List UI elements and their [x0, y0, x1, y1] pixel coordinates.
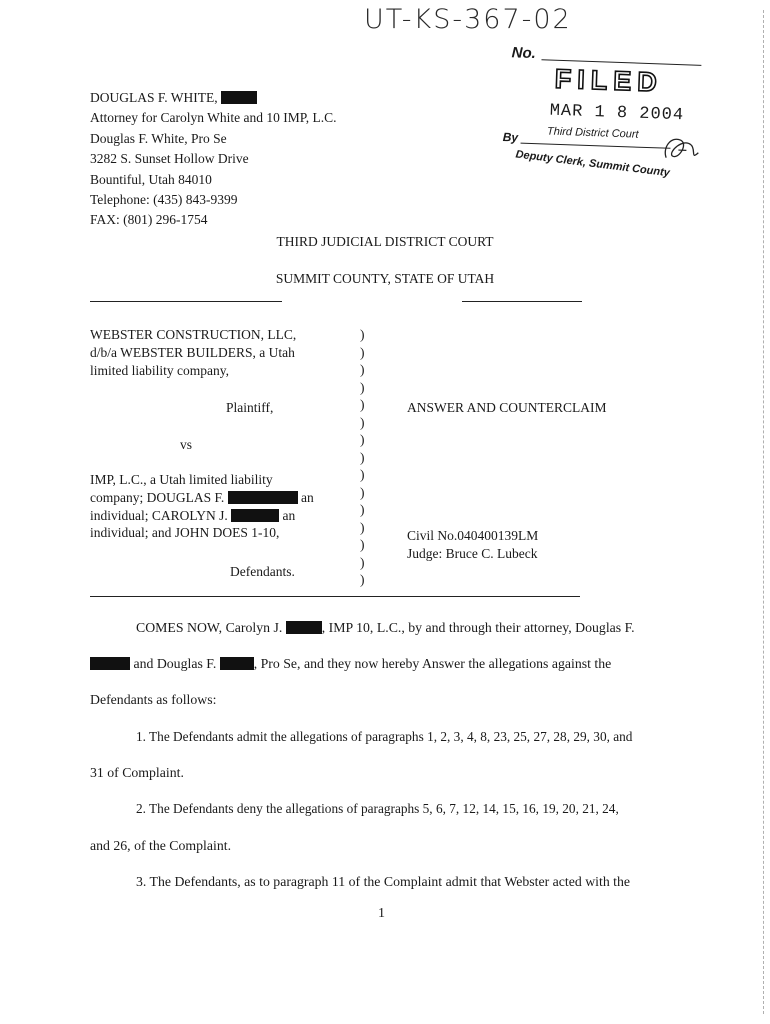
paren: ): [360, 432, 365, 447]
body-line: 1. The Defendants admit the allegations of paragraphs 1, 2, 3, 4, 8, 23, 25, 27, 28, 29, 30, and: [136, 729, 633, 744]
attorney-pro-se: Douglas F. White, Pro Se: [90, 130, 227, 146]
stamp-court: Third District Court: [546, 125, 639, 141]
defendant-text: an: [301, 489, 314, 505]
paren: ): [360, 397, 365, 412]
paren: ): [360, 379, 365, 395]
paren: ): [360, 467, 365, 482]
defendant-text: individual; CAROLYN J.: [90, 507, 228, 523]
body-line: 3. The Defendants, as to paragraph 11 of the Complaint admit that Webster acted with the: [136, 874, 631, 889]
body-line: [90, 656, 611, 672]
defendant-line: IMP, L.C., a Utah limited liability: [90, 472, 273, 487]
attorney-role: Attorney for Carolyn White and 10 IMP, L.C.: [90, 110, 337, 126]
defendant-text: an: [282, 507, 296, 523]
paren: ): [360, 362, 365, 377]
handwritten-case-ref: UT-KS-367-02: [364, 4, 572, 35]
body-text: , Pro Se, and they now hereby Answer the allegations against the: [253, 656, 612, 671]
caption-left: [90, 326, 360, 379]
attorney-street: 3282 S. Sunset Hollow Drive: [90, 151, 249, 167]
paren: ): [360, 554, 365, 570]
attorney-phone: Telephone: (435) 843-9399: [90, 192, 238, 208]
plaintiff-line: WEBSTER CONSTRUCTION, LLC,: [90, 327, 297, 342]
body-text: and Douglas F.: [133, 656, 217, 671]
redaction-bar: [228, 491, 298, 504]
stamp-no-label: No.: [511, 44, 537, 63]
defendant-block: [90, 471, 370, 542]
defendant-line: individual; and JOHN DOES 1-10,: [90, 525, 280, 541]
defendant-role: Defendants.: [230, 564, 295, 579]
caption-parens: [360, 326, 365, 589]
clerk-signature-icon: [660, 129, 703, 170]
body-line: and 26, of the Complaint.: [90, 838, 232, 853]
paren: ): [360, 344, 365, 360]
caption-rule-bottom: [90, 596, 580, 597]
stamp-by-line: [521, 143, 671, 149]
court-county: SUMMIT COUNTY, STATE OF UTAH: [275, 271, 495, 286]
judge-name: Judge: Bruce C. Lubeck: [407, 546, 538, 561]
stamp-by-label: By: [502, 129, 519, 145]
body-text: , IMP 10, L.C., by and through their attorney, Douglas F.: [321, 620, 635, 635]
stamp-filed: FILED: [554, 63, 664, 98]
redaction-bar: [231, 509, 279, 522]
document-title: ANSWER AND COUNTERCLAIM: [407, 400, 607, 415]
paren: ): [360, 327, 365, 342]
attorney-name-line: [90, 88, 336, 108]
defendant-line: [90, 489, 370, 507]
redaction-bar: [220, 657, 254, 670]
caption-rule-left: [90, 301, 282, 302]
filed-stamp: [501, 44, 706, 191]
attorney-city: Bountiful, Utah 84010: [90, 171, 212, 187]
redaction-bar: [286, 621, 322, 634]
redaction-bar: [221, 91, 257, 104]
body-text: COMES NOW, Carolyn J.: [136, 620, 283, 635]
paren: ): [360, 502, 365, 517]
attorney-name: DOUGLAS F. WHITE,: [90, 90, 218, 105]
attorney-fax: FAX: (801) 296-1754: [90, 212, 208, 228]
plaintiff-role: Plaintiff,: [226, 400, 274, 415]
attorney-block: [90, 88, 336, 231]
caption-rule-right: [462, 301, 582, 302]
paren: ): [360, 449, 365, 465]
court-name: THIRD JUDICIAL DISTRICT COURT: [276, 234, 494, 249]
vs-label: vs: [180, 437, 193, 452]
paren: ): [360, 484, 365, 500]
scan-edge-line: [763, 10, 764, 1014]
paren: ): [360, 537, 365, 552]
body-line: 2. The Defendants deny the allegations of paragraphs 5, 6, 7, 12, 14, 15, 16, 19, 20, 21, 24,: [136, 801, 619, 816]
defendant-text: company; DOUGLAS F.: [90, 489, 225, 505]
paren: ): [360, 572, 365, 587]
plaintiff-line: limited liability company,: [90, 362, 229, 378]
stamp-deputy: Deputy Clerk, Summit County: [514, 148, 671, 180]
plaintiff-line: d/b/a WEBSTER BUILDERS, a Utah: [90, 344, 295, 360]
redaction-bar: [90, 657, 130, 670]
defendant-line: [90, 507, 370, 525]
paren: ): [360, 519, 365, 535]
body-line: Defendants as follows:: [90, 692, 217, 707]
paren: ): [360, 414, 365, 430]
stamp-date: MAR 1 8 2004: [549, 101, 685, 126]
civil-number: Civil No.040400139LM: [407, 528, 539, 543]
body-line: [136, 620, 635, 636]
body-line: 31 of Complaint.: [90, 765, 184, 780]
page-number: 1: [378, 906, 385, 921]
